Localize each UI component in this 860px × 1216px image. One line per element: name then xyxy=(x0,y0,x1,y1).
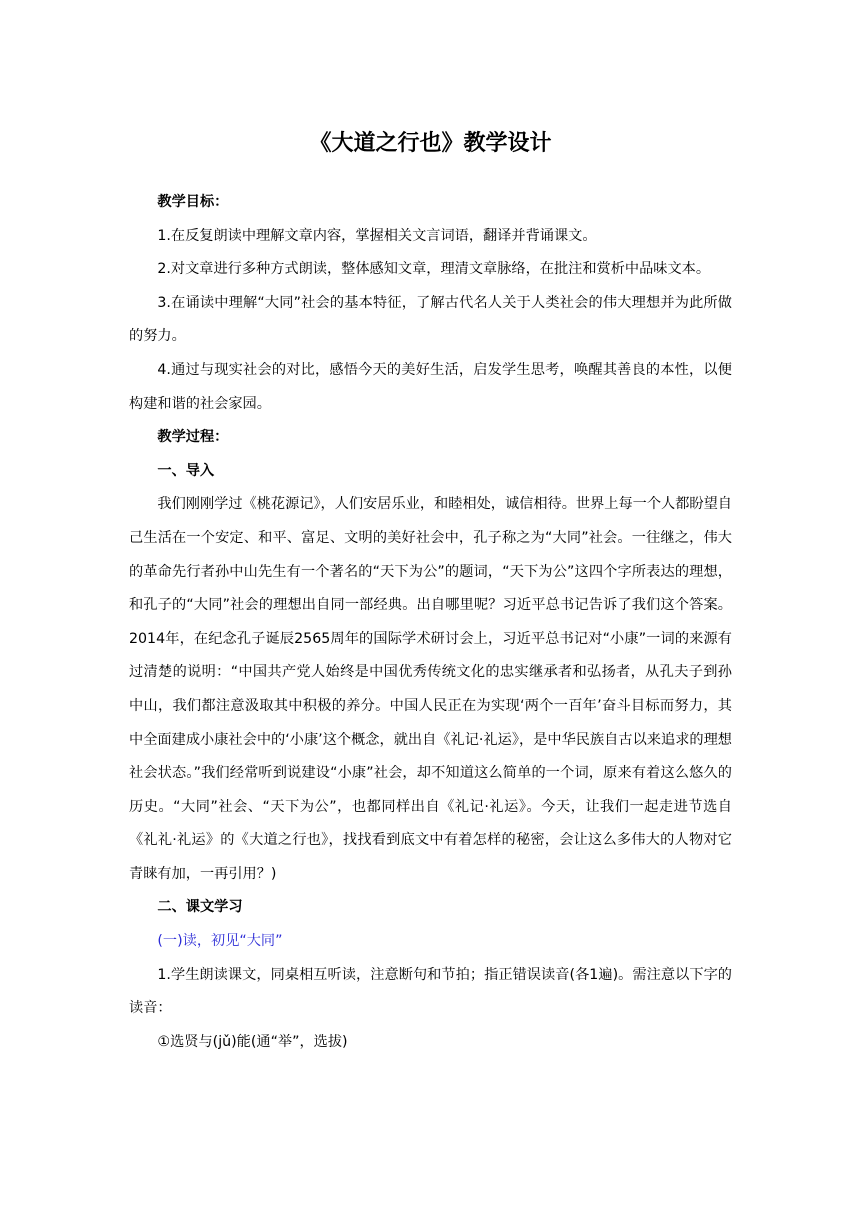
process-heading: 教学过程： xyxy=(157,429,229,446)
intro-paragraph: 我们刚刚学过《桃花源记》，人们安居乐业，和睦相处，诚信相待。世界上每一个人都盼望自己生活在一个安定、和平、富足、文明的美好社会中，孔子称之为“大同”社会。一往继之，伟大的革命先行者孙中山先生有一个著名的“天下为公”的题词，“天下为公”这四个字所表达的理想，和孔子的“大同”社会的理想出自同一部经典。出自哪里呢？习近平总书记告诉了我们这个答案。2014年，在纪念孔子诞辰2565周年的国际学术研讨会上，习近平总书记对“小康”一词的来源有过清楚的说明：“中国共产党人始终是中国优秀传统文化的忠实继承者和弘扬者，从孔夫子到孙中山，我们都注意汲取其中积极的养分。中国人民正在为实现‘两个一百年’奋斗目标而努力，其中全面建成小康社会中的‘小康’这个概念，就出自《礼记·礼运》，是中华民族自古以来追求的理想社会状态。”我们经常听到说建设“小康”社会，却不知道这么简单的一个词，原来有着这么悠久的历史。“大同”社会、“天下为公”，也都同样出自《礼记·礼运》。今天，让我们一起走进节选自《礼礼·礼运》的《大道之行也》，找找看到底文中有着怎样的秘密，会让这么多伟大的人物对它青睐有加，一再引用？) xyxy=(129,496,732,882)
pronunciation-item: ①选贤与(jǔ)能(通“举”，选拔) xyxy=(157,1033,348,1050)
goal-item: 4.通过与现实社会的对比，感悟今天的美好生活，启发学生思考，唤醒其善良的本性，以便构建和谐的社会家园。 xyxy=(129,361,732,412)
goals-heading: 教学目标： xyxy=(157,194,229,210)
section-heading-intro: 一、导入 xyxy=(157,462,215,479)
step-paragraph: 1.学生朗读课文，同桌相互听读，注意断句和节拍；指正错误读音(各1遍)。需注意以下字的读音： xyxy=(129,966,732,1017)
document-title: 《大道之行也》教学设计 xyxy=(309,131,552,156)
section-heading-text-study: 二、课文学习 xyxy=(157,899,243,916)
goal-item: 1.在反复朗读中理解文章内容，掌握相关文言词语，翻译并背诵课文。 xyxy=(157,227,597,244)
goal-item: 2.对文章进行多种方式朗读，整体感知文章，理清文章脉络，在批注和赏析中品味文本。 xyxy=(157,261,711,278)
document-page xyxy=(129,126,732,1059)
goal-item: 3.在诵读中理解“大同”社会的基本特征，了解古代名人关于人类社会的伟大理想并为此所做的努力。 xyxy=(129,294,732,345)
subsection-heading-read: (一)读，初见“大同” xyxy=(157,933,283,950)
